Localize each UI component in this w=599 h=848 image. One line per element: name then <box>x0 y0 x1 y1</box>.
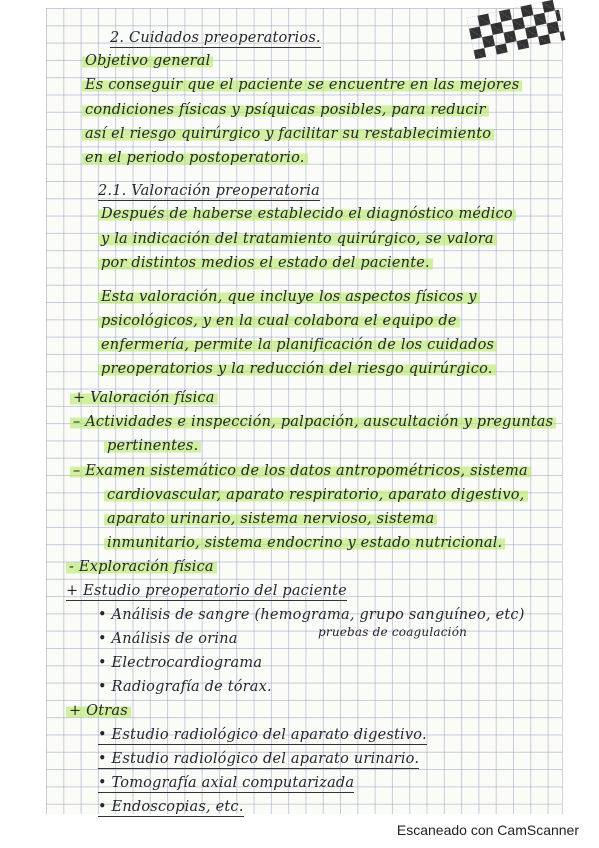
physical-item1-line-1: – Actividades e inspección, palpación, auscultación y preguntas <box>70 414 556 430</box>
physical-item2-line-4: inmunitario, sistema endocrino y estado nutricional. <box>104 535 505 551</box>
physical-item2-line-3: aparato urinario, sistema nervioso, sistema <box>104 511 437 527</box>
subsection-line-1: Después de haberse establecido el diagnóstico médico <box>98 206 516 222</box>
others-item-1: • Estudio radiológico del aparato digestivo. <box>98 727 427 743</box>
physical-heading: + Valoración física <box>70 390 218 406</box>
paragraph-line-3: enfermería, permite la planificación de los cuidados <box>98 337 497 353</box>
notebook-page <box>46 8 563 814</box>
others-heading: + Otras <box>66 703 131 719</box>
physical-item2-line-1: – Examen sistemático de los datos antropométricos, sistema <box>70 463 531 479</box>
study-item-1: • Análisis de sangre (hemograma, grupo sanguíneo, etc) <box>98 607 525 623</box>
subsection-line-2: y la indicación del tratamiento quirúrgico, se valora <box>98 231 497 247</box>
scanner-footer: Escaneado con CamScanner <box>396 822 579 838</box>
exploration-heading: - Exploración física <box>66 559 217 575</box>
paragraph-line-4: preoperatorios y la reducción del riesgo quirúrgico. <box>98 361 496 377</box>
paragraph-line-1: Esta valoración, que incluye los aspectos físicos y <box>98 289 480 305</box>
study-item-3: • Electrocardiograma <box>98 655 263 671</box>
objective-line-1: Es conseguir que el paciente se encuentre en las mejores <box>82 77 522 93</box>
others-item-2: • Estudio radiológico del aparato urinario. <box>98 751 420 767</box>
objective-line-3: así el riesgo quirúrgico y facilitar su restablecimiento <box>82 126 494 142</box>
physical-item2-line-2: cardiovascular, aparato respiratorio, aparato digestivo, <box>104 487 528 503</box>
objective-line-2: condiciones físicas y psíquicas posibles, para reducir <box>82 102 489 118</box>
scanner-corner-pattern <box>467 0 566 59</box>
subsection-line-3: por distintos medios el estado del paciente. <box>98 255 433 271</box>
study-item-2: • Análisis de orina <box>98 631 238 647</box>
objective-line-4: en el periodo postoperatorio. <box>82 150 308 166</box>
paragraph-line-2: psicológicos, y en la cual colabora el equipo de <box>98 313 460 329</box>
others-item-4: • Endoscopias, etc. <box>98 799 244 815</box>
physical-item1-line-2: pertinentes. <box>104 438 201 454</box>
subsection-title: 2.1. Valoración preoperatoria <box>98 183 320 199</box>
study-note: pruebas de coagulación <box>318 625 468 639</box>
others-item-3: • Tomografía axial computarizada <box>98 775 355 791</box>
study-heading: + Estudio preoperatorio del paciente <box>66 583 347 599</box>
section-title: 2. Cuidados preoperatorios. <box>110 30 321 46</box>
study-item-4: • Radiografía de tórax. <box>98 679 272 695</box>
objective-heading: Objetivo general <box>82 53 213 69</box>
